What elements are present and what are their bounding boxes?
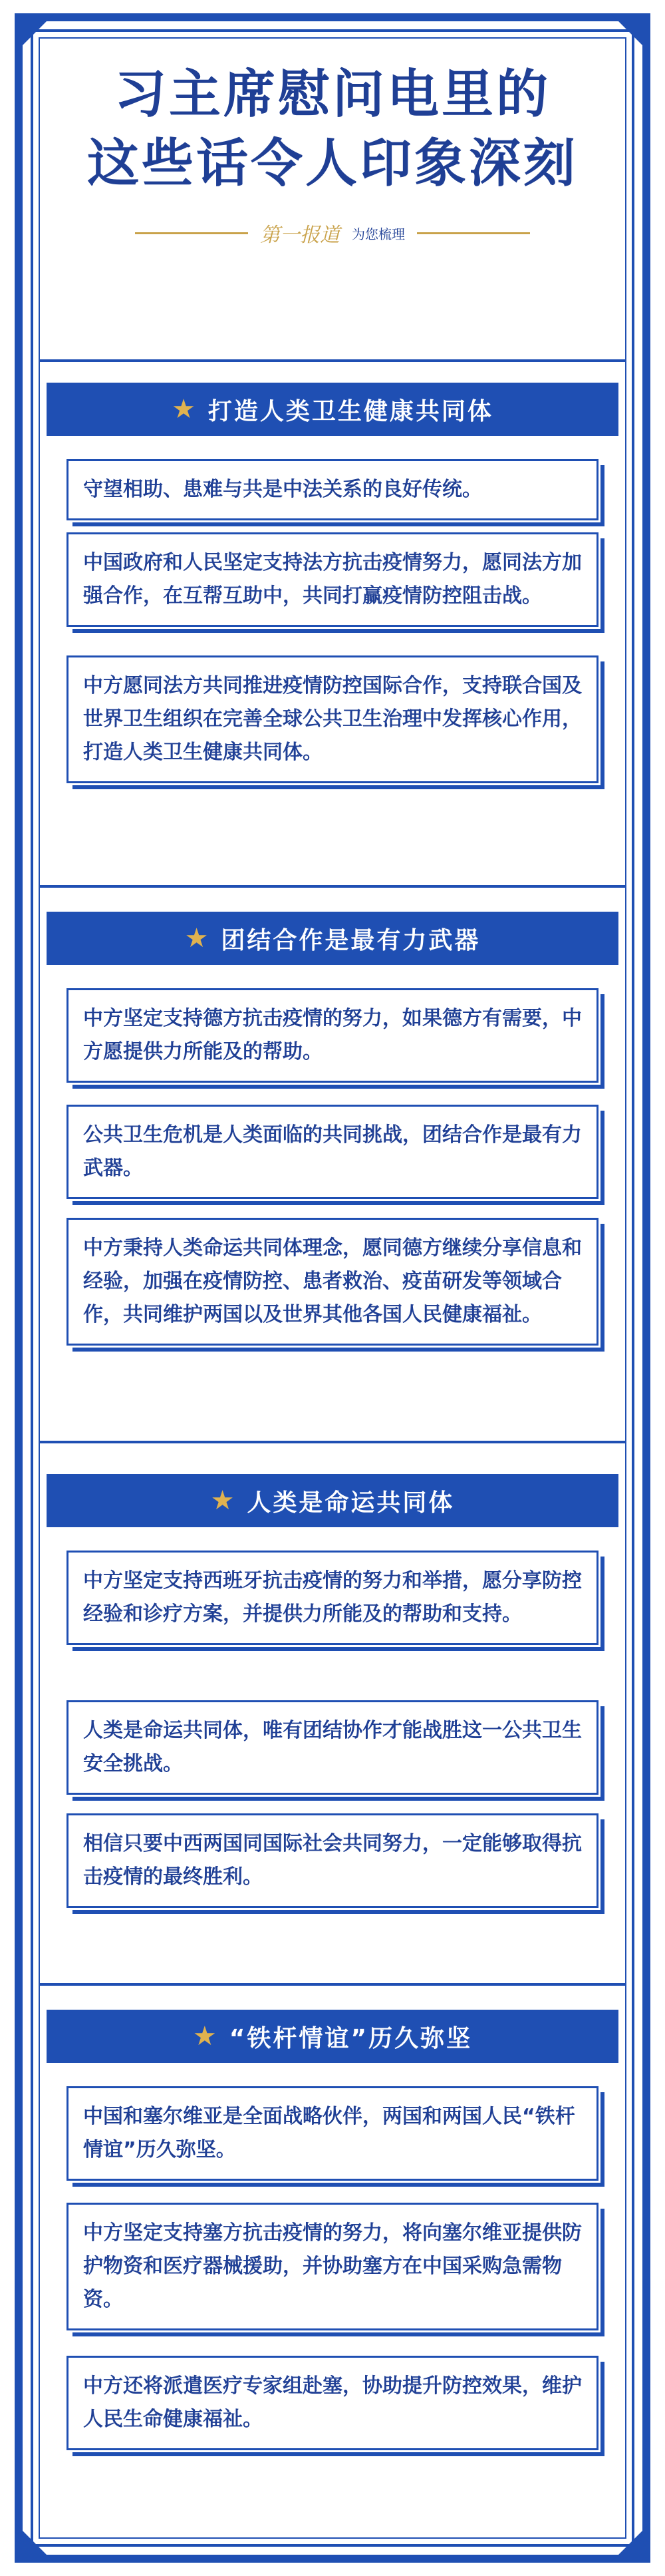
byline-rule-left bbox=[135, 232, 248, 234]
section-divider bbox=[40, 359, 625, 362]
byline-rule-right bbox=[417, 232, 530, 234]
title-line-2: 这些话令人印象深刻 bbox=[86, 133, 578, 194]
section-header bbox=[47, 2010, 618, 2063]
quote-card: 公共卫生危机是人类面临的共同挑战，团结合作是最有力武器。 bbox=[66, 1105, 598, 1199]
quote-card: 守望相助、患难与共是中法关系的良好传统。 bbox=[66, 459, 598, 520]
section-header bbox=[47, 1474, 618, 1527]
brand-subtitle: 为您梳理 bbox=[352, 226, 405, 242]
quote-card: 中方还将派遣医疗专家组赴塞，协助提升防控效果，维护人民生命健康福祉。 bbox=[66, 2356, 598, 2450]
quote-card: 相信只要中西两国同国际社会共同努力，一定能够取得抗击疫情的最终胜利。 bbox=[66, 1813, 598, 1908]
star-icon: ★ bbox=[210, 1485, 237, 1516]
section-divider bbox=[40, 885, 625, 888]
star-icon: ★ bbox=[184, 923, 211, 954]
section-header bbox=[47, 383, 618, 436]
section-title: 打造人类卫生健康共同体 bbox=[207, 397, 493, 425]
quote-card: 中方坚定支持塞方抗击疫情的努力，将向塞尔维亚提供防护物资和医疗器械援助，并协助塞方在中国采购急需物资。 bbox=[66, 2203, 598, 2330]
star-icon: ★ bbox=[192, 2021, 219, 2052]
section-divider bbox=[40, 1983, 625, 1986]
quote-card: 中方坚定支持西班牙抗击疫情的努力和举措，愿分享防控经验和诊疗方案，并提供力所能及的帮助和支持。 bbox=[66, 1551, 598, 1645]
quote-card: 中方愿同法方共同推进疫情防控国际合作，支持联合国及世界卫生组织在完善全球公共卫生治理中发挥核心作用，打造人类卫生健康共同体。 bbox=[66, 655, 598, 783]
quote-card: 中方秉持人类命运共同体理念，愿同德方继续分享信息和经验，加强在疫情防控、患者救治、疫苗研发等领域合作，共同维护两国以及世界其他各国人民健康福祉。 bbox=[66, 1218, 598, 1346]
quote-card: 中方坚定支持德方抗击疫情的努力，如果德方有需要，中方愿提供力所能及的帮助。 bbox=[66, 988, 598, 1083]
star-icon: ★ bbox=[172, 394, 198, 425]
section-header bbox=[47, 912, 618, 965]
section-title: “铁杆情谊”历久弥坚 bbox=[229, 2024, 473, 2052]
quote-card: 中国和塞尔维亚是全面战略伙伴，两国和两国人民“铁杆情谊”历久弥坚。 bbox=[66, 2086, 598, 2181]
quote-card: 中国政府和人民坚定支持法方抗击疫情努力，愿同法方加强合作，在互帮互助中，共同打赢疫情防控阻击战。 bbox=[66, 532, 598, 627]
section-divider bbox=[40, 1441, 625, 1443]
section-title: 团结合作是最有力武器 bbox=[221, 926, 481, 954]
brand-name: 第一报道 bbox=[260, 224, 340, 247]
title-line-1: 习主席慰问电里的 bbox=[114, 64, 551, 124]
section-title: 人类是命运共同体 bbox=[247, 1489, 455, 1517]
quote-card: 人类是命运共同体，唯有团结协作才能战胜这一公共卫生安全挑战。 bbox=[66, 1700, 598, 1795]
header bbox=[40, 60, 625, 248]
byline bbox=[40, 218, 625, 248]
